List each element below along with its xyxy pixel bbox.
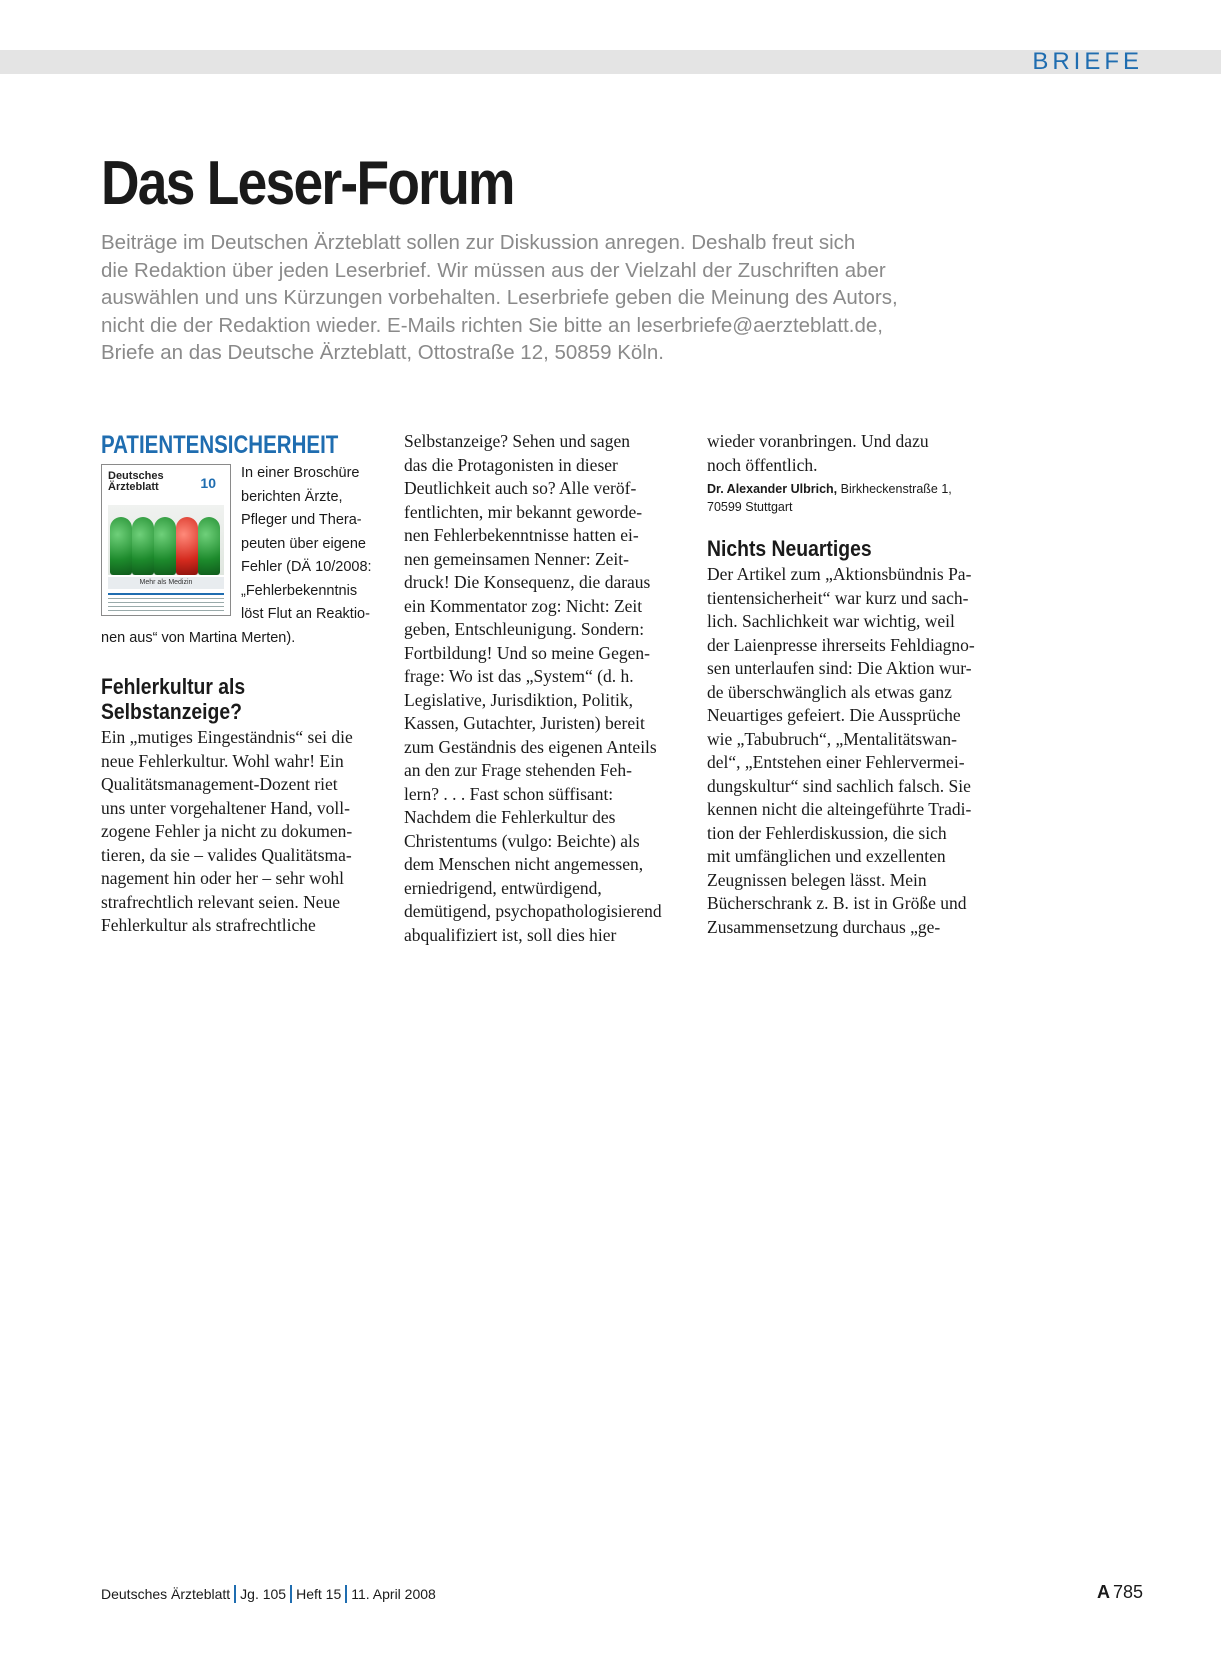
body-line: uns unter vorgehaltener Hand, voll- [101, 797, 350, 818]
letter-2-body [707, 563, 992, 939]
body-line: frage: Wo ist das „System“ (d. h. [404, 666, 634, 686]
letter-2-heading: Nichts Neuartiges [707, 536, 872, 561]
teaser-line: peuten über eigene [241, 535, 366, 552]
body-line: kennen nicht die alteingeführte Tradi- [707, 799, 972, 819]
body-line: Christentums (vulgo: Beichte) als [404, 830, 640, 851]
body-line: Zusammensetzung durchaus „ge- [707, 916, 941, 937]
body-line: wieder voranbringen. Und dazu [707, 431, 929, 451]
body-line: Neuartiges gefeiert. Die Aussprüche [707, 705, 961, 725]
body-line: Kassen, Gutachter, Juristen) bereit [404, 713, 645, 733]
body-line: Legislative, Jurisdiktion, Politik, [404, 689, 633, 710]
body-line: Ein „mutiges Eingeständnis“ sei die [101, 727, 353, 747]
magazine-cover-image [101, 464, 231, 616]
body-line: tientensicherheit“ war kurz und sach- [707, 587, 969, 608]
body-line: zogene Fehler ja nicht zu dokumen- [101, 821, 353, 841]
body-line: dungskultur“ sind sachlich falsch. Sie [707, 775, 971, 796]
page-number [1097, 1580, 1143, 1604]
body-line: an den zur Frage stehenden Feh- [404, 760, 632, 780]
teaser-line: Pfleger und Thera- [241, 512, 362, 528]
footer-separator [234, 1585, 236, 1603]
body-line: erniedrigend, entwürdigend, [404, 877, 602, 898]
letter-1-body-continued [404, 430, 689, 947]
teaser-line: In einer Broschüre [241, 465, 360, 481]
body-line: tieren, da sie – valides Qualitätsma- [101, 844, 352, 865]
signature-line [707, 481, 992, 499]
cover-logo-line: Deutsches [108, 470, 164, 482]
cover-text-lines [108, 593, 224, 611]
body-line: fentlichten, mir bekannt geworde- [404, 501, 643, 522]
green-pawn-icon [198, 517, 220, 575]
teaser-line: Fehler (DÄ 10/2008: [241, 559, 372, 575]
body-line: Selbstanzeige? Sehen und sagen [404, 431, 630, 451]
green-pawn-icon [132, 517, 154, 575]
body-line: Zeugnissen belegen lässt. Mein [707, 869, 927, 890]
page-prefix: A [1096, 1582, 1110, 1602]
cover-issue-number: 10 [200, 475, 216, 491]
cover-photo-pawns [108, 505, 224, 575]
red-pawn-icon [176, 517, 198, 575]
body-line: Der Artikel zum „Aktionsbündnis Pa- [707, 564, 972, 584]
teaser-line: „Fehlerbekenntnis [241, 582, 358, 599]
body-line: Fehlerkultur als strafrechtliche [101, 915, 316, 935]
letter-1-signature [707, 481, 992, 516]
body-line: lich. Sachlichkeit war wichtig, weil [707, 611, 955, 631]
journal-name: Deutsches Ärzteblatt [101, 1586, 231, 1602]
cover-logo [108, 471, 164, 493]
body-line: nen Fehlerbekenntnisse hatten ei- [404, 525, 639, 545]
body-line: geben, Entschleunigung. Sondern: [404, 619, 645, 639]
body-line: de überschwänglich als etwas ganz [707, 681, 952, 702]
body-line: neue Fehlerkultur. Wohl wahr! Ein [101, 750, 344, 771]
column-2 [404, 430, 689, 947]
footer-separator [290, 1585, 292, 1603]
body-line: demütigend, psychopathologisierend [404, 901, 662, 921]
intro-line: Beiträge im Deutschen Ärzteblatt sollen zur Diskussion anregen. Deshalb freut sich [101, 231, 856, 254]
body-line: ein Kommentator zog: Nicht: Zeit [404, 595, 643, 616]
body-line: noch öffentlich. [707, 454, 818, 475]
green-pawn-icon [110, 517, 132, 575]
body-line: strafrechtlich relevant seien. Neue [101, 891, 341, 912]
article-teaser [101, 462, 386, 650]
letter-1-body [101, 726, 386, 938]
author-name: Dr. Alexander Ulbrich, [707, 482, 838, 496]
body-line: Fortbildung! Und so meine Gegen- [404, 642, 650, 663]
body-line: Qualitätsmanagement-Dozent riet [101, 774, 338, 794]
body-line: Bücherschrank z. B. ist in Größe und [707, 893, 967, 913]
body-line: abqualifiziert ist, soll dies hier [404, 924, 617, 945]
volume: Jg. 105 [240, 1586, 287, 1602]
body-line: der Laienpresse ihrerseits Fehldiagno- [707, 634, 975, 655]
body-line: wie „Tabubruch“, „Mentalitätswan- [707, 728, 957, 749]
cover-tagline: Mehr als Medizin [108, 577, 224, 589]
topic-kicker: PATIENTENSICHERHEIT [101, 431, 339, 459]
heading-line: Selbstanzeige? [101, 699, 242, 724]
heading-line: Fehlerkultur als [101, 674, 246, 699]
page-number-value: 785 [1112, 1582, 1143, 1602]
author-address: Birkheckenstraße 1, [837, 482, 952, 496]
page-title: Das Leser-Forum [101, 149, 514, 218]
column-3 [707, 430, 992, 939]
publication-date: 11. April 2008 [351, 1586, 436, 1602]
body-line: mit umfänglichen und exzellenten [707, 846, 946, 866]
body-line: dem Menschen nicht angemessen, [404, 854, 644, 874]
intro-text [101, 229, 1001, 367]
body-line: druck! Die Konsequenz, die daraus [404, 572, 651, 592]
section-label: BRIEFE [1032, 48, 1143, 75]
teaser-line: berichten Ärzte, [241, 488, 343, 505]
footer-separator [345, 1585, 347, 1603]
column-1 [101, 430, 386, 938]
intro-line: Briefe an das Deutsche Ärzteblatt, Ottostraße 12, 50859 Köln. [101, 341, 664, 364]
body-line: nen gemeinsamen Nenner: Zeit- [404, 548, 629, 569]
body-line: das die Protagonisten in dieser [404, 454, 618, 475]
teaser-line: nen aus“ von Martina Merten). [101, 629, 296, 646]
teaser-line: löst Flut an Reaktio- [241, 606, 370, 622]
intro-line: nicht die der Redaktion wieder. E-Mails richten Sie bitte an leserbriefe@aerzteblatt.de, [101, 313, 883, 337]
body-line: Nachdem die Fehlerkultur des [404, 807, 616, 827]
intro-line: auswählen und uns Kürzungen vorbehalten. Leserbriefe geben die Meinung des Autors, [101, 286, 898, 309]
body-line: del“, „Entstehen einer Fehlervermei- [707, 752, 965, 772]
body-line: Deutlichkeit auch so? Alle veröf- [404, 478, 637, 498]
page-footer [101, 1584, 436, 1604]
intro-line: die Redaktion über jeden Leserbrief. Wir müssen aus der Vielzahl der Zuschriften aber [101, 258, 886, 282]
body-line: zum Geständnis des eigenen Anteils [404, 736, 657, 757]
letter-1-body-end [707, 430, 992, 477]
body-line: lern? . . . Fast schon süffisant: [404, 783, 614, 804]
body-line: sen unterlaufen sind: Die Aktion wur- [707, 658, 972, 678]
issue: Heft 15 [296, 1586, 342, 1602]
letter-1-heading [101, 674, 352, 724]
body-line: tion der Fehlerdiskussion, die sich [707, 822, 947, 843]
signature-line: 70599 Stuttgart [707, 499, 793, 514]
green-pawn-icon [154, 517, 176, 575]
cover-logo-line: Ärzteblatt [108, 481, 159, 493]
body-line: nagement hin oder her – sehr wohl [101, 868, 344, 888]
